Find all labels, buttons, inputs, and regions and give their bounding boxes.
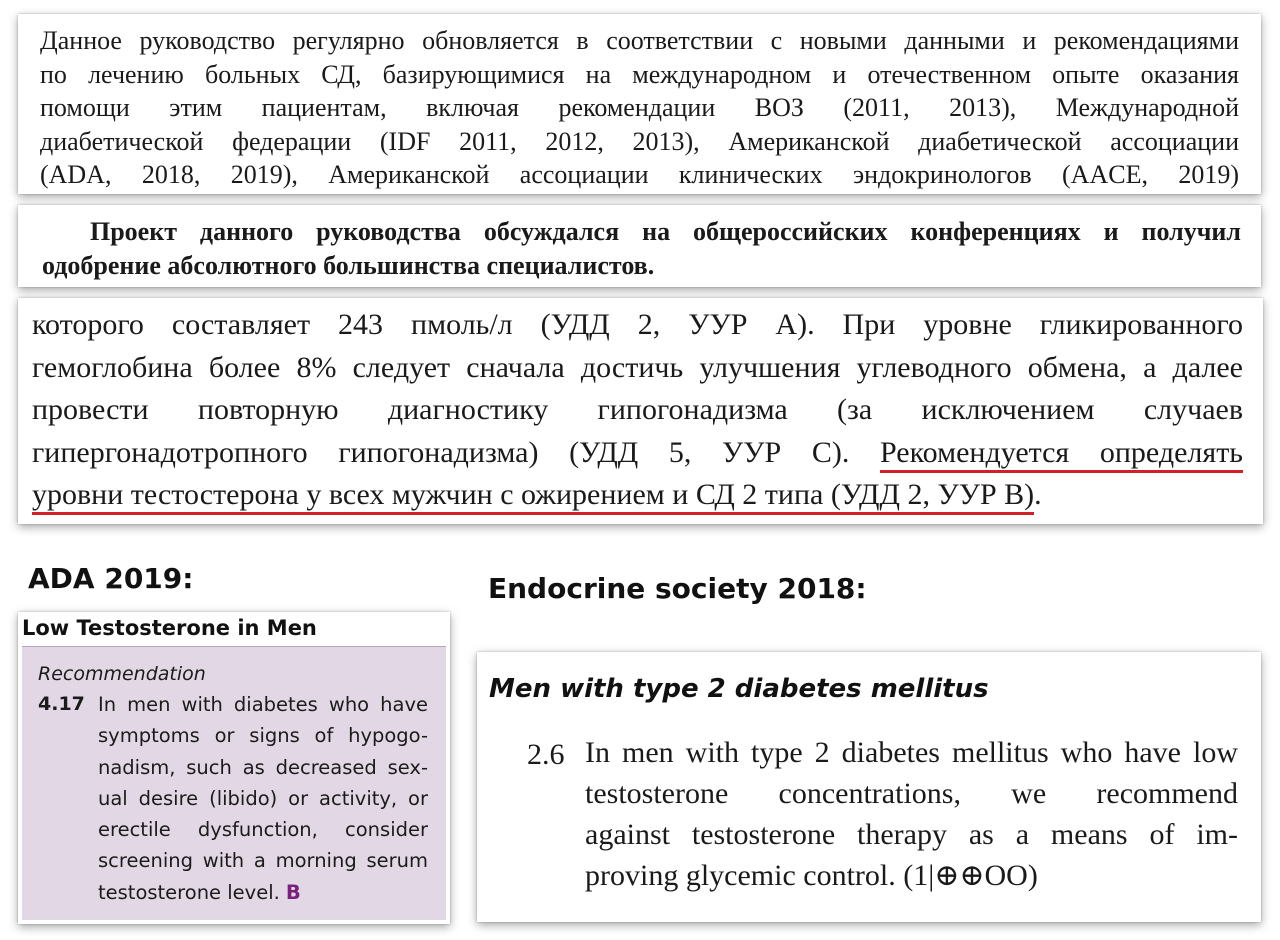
text-line xyxy=(98,877,428,908)
testosterone-recommendation-excerpt xyxy=(18,298,1263,524)
text-segment: гипергонадотропного гипогонадизма) (УДД 5, УУР С). xyxy=(32,435,850,469)
text-line: провести повторную диагностику гипогонадизма (за исключением случаев xyxy=(32,393,1243,426)
text-line: которого составляет 243 пмоль/л (УДД 2, УУР А). При уровне гликированного xyxy=(32,308,1243,341)
text-line: In men with type 2 diabetes mellitus who have low xyxy=(585,736,1238,769)
ada-recommendation-box xyxy=(18,612,450,924)
guideline-approval-excerpt xyxy=(18,205,1261,287)
evidence-grade-badge: B xyxy=(285,880,301,904)
text-segment: . xyxy=(1034,478,1042,511)
text-line: proving glycemic control. (1|⊕⊕OO) xyxy=(585,859,1038,892)
text-line: Данное руководство регулярно обновляется в соответствии с новыми данными и рекомендациями xyxy=(40,26,1239,55)
text-segment: testosterone level. xyxy=(98,880,280,904)
red-underlined-text: Рекомендуется определять xyxy=(880,436,1243,473)
recommendation-text xyxy=(585,732,1238,896)
text-line: ual desire (libido) or activity, or xyxy=(98,786,428,810)
recommendation-number: 2.6 xyxy=(527,738,565,771)
text-line: screening with a morning serum xyxy=(98,849,428,873)
text-line: помощи этим пациентам, включая рекомендации ВОЗ (2011, 2013), Международной xyxy=(40,93,1239,122)
text-line: In men with diabetes who have xyxy=(98,693,428,716)
recommendation-text xyxy=(98,689,428,908)
endocrine-society-heading: Endocrine society 2018: xyxy=(488,572,867,605)
recommendation-number: 4.17 xyxy=(38,693,85,715)
text-line: against testosterone therapy as a means of im- xyxy=(585,818,1238,851)
text-line: nadism, such as decreased sex- xyxy=(98,755,428,779)
ada-recommendation-panel xyxy=(22,646,446,920)
ada-box-title: Low Testosterone in Men xyxy=(22,616,317,640)
text-line: symptoms or signs of hypogo- xyxy=(98,724,428,748)
guideline-intro-excerpt xyxy=(18,14,1261,194)
endocrine-recommendation-box xyxy=(477,652,1261,922)
bold-text-line: Проект данного руководства обсуждался на общероссийских конференциях и получил xyxy=(90,217,1241,246)
bold-text-line: одобрение абсолютного большинства специалистов. xyxy=(42,251,655,280)
text-line: erectile dysfunction, consider xyxy=(98,818,428,842)
text-line: (ADA, 2018, 2019), Американской ассоциации клинических эндокринологов (AACE, 2019) xyxy=(40,160,1239,189)
text-line xyxy=(32,432,1243,475)
text-line: диабетической федерации (IDF 2011, 2012, 2013), Американской диабетической ассоциации xyxy=(40,126,1239,156)
endocrine-box-title: Men with type 2 diabetes mellitus xyxy=(489,674,989,704)
text-line: по лечению больных СД, базирующимися на международном и отечественном опыте оказания xyxy=(40,59,1239,89)
text-line: testosterone concentrations, we recommend xyxy=(585,777,1238,810)
recommendation-label: Recommendation xyxy=(38,663,206,685)
text-line xyxy=(32,474,1243,517)
red-underlined-text: уровни тестостерона у всех мужчин с ожирением и СД 2 типа (УДД 2, УУР В) xyxy=(32,478,1034,515)
ada-heading: ADA 2019: xyxy=(28,562,194,595)
text-line: гемоглобина более 8% следует сначала достичь улучшения углеводного обмена, а далее xyxy=(32,350,1243,384)
